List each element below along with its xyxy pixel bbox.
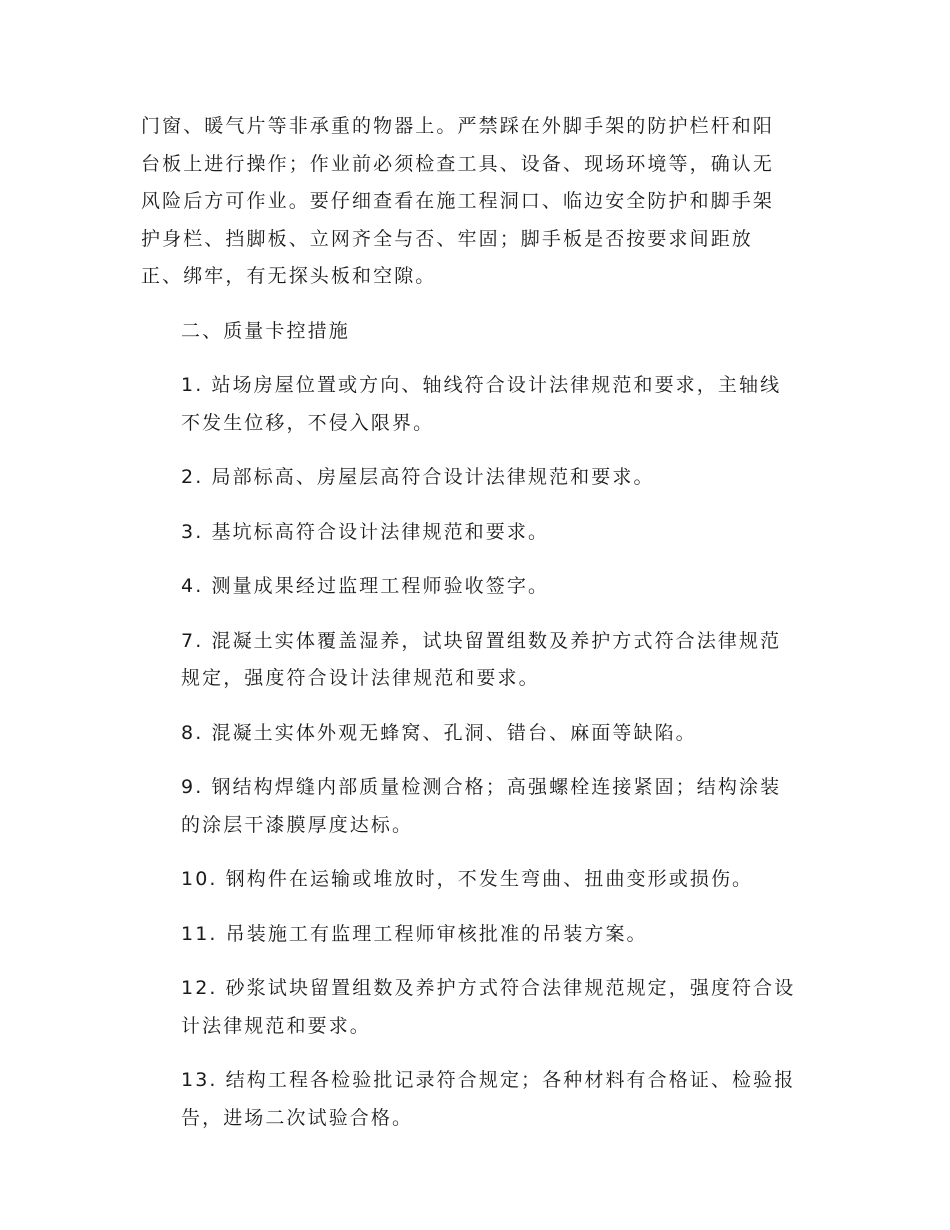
list-item	[141, 861, 806, 899]
list-item	[141, 916, 806, 954]
list-item	[141, 769, 806, 844]
text-line: 正、绑牢，有无探头板和空隙。	[141, 265, 437, 287]
list-item	[141, 1062, 806, 1137]
text-line: 11. 吊装施工有监理工程师审核批准的吊装方案。	[181, 922, 648, 945]
text-line: 台板上进行操作；作业前必须检查工具、设备、现场环境等，确认无	[141, 152, 775, 175]
section-heading: 二、质量卡控措施	[181, 319, 350, 342]
text-line: 计法律规范和要求。	[181, 1014, 371, 1037]
text-line: 风险后方可作业。要仔细查看在施工程洞口、临边安全防护和脚手架	[141, 190, 775, 212]
text-line: 护身栏、挡脚板、立网齐全与否、牢固；脚手板是否按要求间距放	[141, 227, 753, 250]
text-line: 1. 站场房屋位置或方向、轴线符合设计法律规范和要求，主轴线	[181, 374, 782, 396]
text-line: 2. 局部标高、房屋层高符合设计法律规范和要求。	[181, 466, 655, 488]
text-line: 7. 混凝土实体覆盖湿养，试块留置组数及养护方式符合法律规范	[181, 629, 782, 652]
intro-paragraph	[141, 108, 806, 296]
text-line: 门窗、暖气片等非承重的物器上。严禁踩在外脚手架的防护栏杆和阳	[141, 115, 775, 137]
text-line: 告，进场二次试验合格。	[181, 1106, 414, 1129]
text-line: 不发生位移，不侵入限界。	[181, 411, 435, 434]
text-line: 3. 基坑标高符合设计法律规范和要求。	[181, 520, 550, 543]
text-line: 13. 结构工程各检验批记录符合规定；各种材料有合格证、检验报	[181, 1069, 796, 1091]
text-line: 的涂层干漆膜厚度达标。	[181, 813, 414, 836]
text-line: 8. 混凝土实体外观无蜂窝、孔洞、错台、麻面等缺陷。	[181, 721, 697, 744]
text-line: 4. 测量成果经过监理工程师验收签字。	[181, 575, 550, 597]
list-item	[141, 514, 806, 552]
text-line: 12. 砂浆试块留置组数及养护方式符合法律规范规定，强度符合设	[181, 977, 796, 999]
list-item	[141, 568, 806, 606]
text-line: 10. 钢构件在运输或堆放时，不发生弯曲、扭曲变形或损伤。	[181, 868, 754, 890]
list-item	[141, 459, 806, 497]
text-line: 规定，强度符合设计法律规范和要求。	[181, 667, 540, 689]
list-item	[141, 715, 806, 753]
list-item	[141, 970, 806, 1045]
list-item	[141, 367, 806, 442]
text-line: 9. 钢结构焊缝内部质量检测合格；高强螺栓连接紧固；结构涂装	[181, 776, 782, 798]
document-body	[141, 108, 806, 1137]
list-item	[141, 623, 806, 698]
